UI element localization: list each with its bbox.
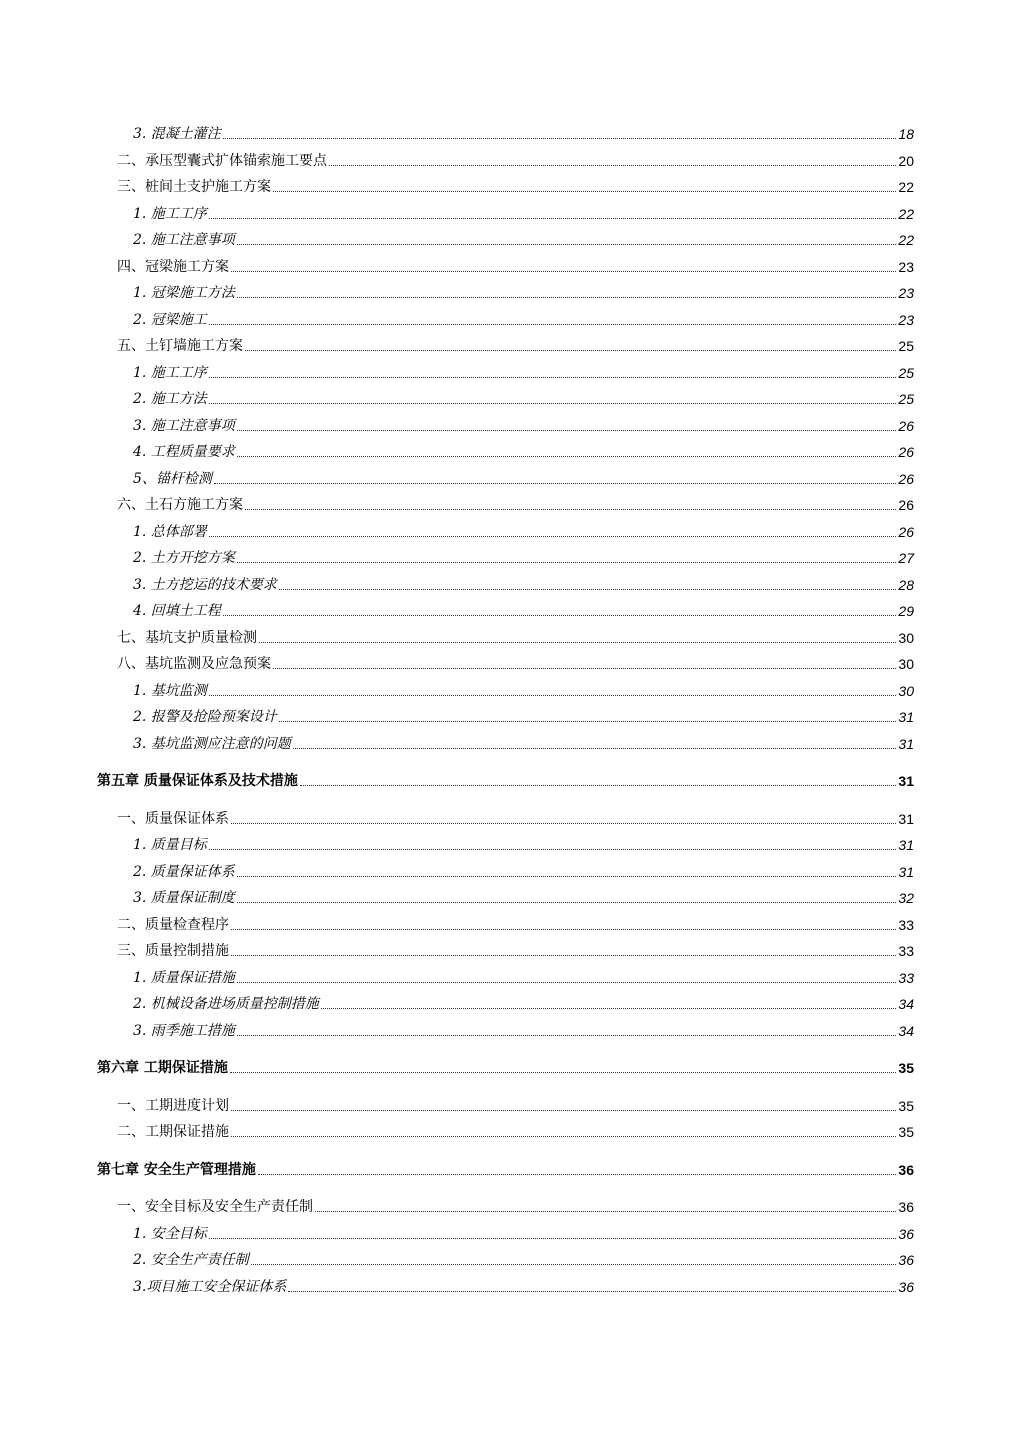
toc-page-number: 22: [898, 205, 914, 222]
toc-entry-title: 1. 冠梁施工方法: [133, 285, 235, 301]
toc-page-number: 23: [898, 285, 914, 301]
toc-entry[interactable]: [133, 993, 914, 1015]
toc-entry-title: 三、桩间土支护施工方案: [117, 179, 271, 195]
toc-entry[interactable]: [133, 309, 914, 331]
toc-dot-leader: [321, 1008, 897, 1009]
toc-entry-title: 3. 雨季施工措施: [133, 1022, 235, 1039]
toc-entry[interactable]: [133, 203, 914, 225]
toc-page-number: 18: [898, 126, 914, 142]
toc-entry-title: 2. 施工注意事项: [133, 232, 235, 248]
toc-entry-title: 1. 施工工序: [133, 364, 207, 381]
toc-page-number: 27: [898, 550, 914, 566]
toc-entry[interactable]: [117, 1196, 914, 1218]
toc-page-number: 26: [898, 497, 914, 513]
toc-entry-title: 3. 基坑监测应注意的问题: [133, 735, 291, 752]
toc-dot-leader: [214, 483, 897, 484]
toc-dot-leader: [231, 823, 896, 824]
toc-page-number: 30: [898, 656, 914, 672]
toc-entry[interactable]: [117, 627, 914, 649]
toc-entry-title: 1. 质量保证措施: [133, 969, 235, 986]
toc-dot-leader: [209, 536, 897, 537]
toc-dot-leader: [209, 218, 897, 219]
toc-dot-leader: [231, 1110, 896, 1111]
toc-page-number: 34: [898, 1022, 914, 1039]
toc-page-number: 36: [898, 1278, 914, 1295]
toc-page-number: 36: [898, 1199, 914, 1215]
toc-dot-leader: [209, 324, 897, 325]
toc-entry[interactable]: [117, 1095, 914, 1117]
toc-entry-title: 1. 施工工序: [133, 205, 207, 222]
toc-entry-title: 2. 质量保证体系: [133, 863, 235, 880]
toc-page-number: 36: [898, 1252, 914, 1268]
toc-dot-leader: [237, 876, 897, 877]
toc-page-number: 23: [898, 311, 914, 328]
toc-entry[interactable]: [133, 1223, 914, 1245]
toc-entry[interactable]: [117, 914, 914, 936]
toc-entry-title: 1. 基坑监测: [133, 682, 207, 699]
toc-chapter-entry[interactable]: [97, 1057, 914, 1079]
toc-entry[interactable]: [133, 574, 914, 596]
toc-dot-leader: [209, 849, 897, 850]
toc-entry[interactable]: [133, 415, 914, 437]
toc-entry-title: 一、质量保证体系: [117, 810, 229, 827]
toc-dot-leader: [223, 615, 897, 616]
toc-entry[interactable]: [133, 706, 914, 728]
toc-entry-title: 1. 总体部署: [133, 523, 207, 540]
toc-dot-leader: [315, 1211, 896, 1212]
toc-page-number: 31: [898, 837, 914, 853]
toc-dot-leader: [230, 1072, 897, 1073]
toc-page-number: 33: [898, 943, 914, 959]
toc-dot-leader: [288, 1291, 896, 1292]
toc-entry-title: 4. 回填土工程: [133, 603, 221, 619]
toc-entry[interactable]: [133, 441, 914, 463]
toc-dot-leader: [245, 509, 896, 510]
toc-entry[interactable]: [133, 229, 914, 251]
toc-entry[interactable]: [117, 494, 914, 516]
toc-chapter-entry[interactable]: [97, 1159, 914, 1181]
toc-dot-leader: [237, 456, 897, 457]
toc-page-number: 34: [898, 996, 914, 1012]
toc-entry-title: 一、安全目标及安全生产责任制: [117, 1199, 313, 1215]
toc-entry-title: 二、工期保证措施: [117, 1124, 229, 1140]
toc-entry[interactable]: [117, 808, 914, 830]
toc-entry-title: 一、工期进度计划: [117, 1097, 229, 1114]
toc-dot-leader: [237, 982, 897, 983]
toc-page-number: 28: [898, 576, 914, 593]
toc-entry-title: 五、土钉墙施工方案: [117, 338, 243, 354]
toc-entry[interactable]: [133, 521, 914, 543]
toc-dot-leader: [273, 668, 896, 669]
toc-entry[interactable]: [133, 600, 914, 622]
toc-entry-title: 2. 冠梁施工: [133, 311, 207, 328]
toc-entry[interactable]: [133, 733, 914, 755]
toc-entry[interactable]: [133, 1249, 914, 1271]
toc-entry[interactable]: [117, 653, 914, 675]
toc-page-number: 23: [898, 258, 914, 275]
toc-entry[interactable]: [133, 834, 914, 856]
toc-entry-title: 5、锚杆检测: [133, 470, 212, 487]
toc-page-number: 26: [898, 417, 914, 434]
toc-dot-leader: [251, 1264, 897, 1265]
toc-dot-leader: [237, 902, 897, 903]
toc-entry-title: 第七章 安全生产管理措施: [97, 1161, 256, 1178]
toc-dot-leader: [237, 244, 897, 245]
toc-entry-title: 3. 质量保证制度: [133, 890, 235, 906]
toc-dot-leader: [300, 785, 897, 786]
toc-page-number: 25: [898, 391, 914, 407]
toc-page-number: 30: [898, 629, 914, 646]
toc-entry-title: 四、冠梁施工方案: [117, 258, 229, 275]
toc-entry-title: 1. 安全目标: [133, 1225, 207, 1242]
toc-entry-title: 3. 施工注意事项: [133, 417, 235, 434]
toc-page-number: 36: [898, 1161, 914, 1178]
toc-page-number: 35: [898, 1124, 914, 1140]
toc-dot-leader: [279, 589, 897, 590]
toc-dot-leader: [209, 377, 897, 378]
toc-page-number: 26: [898, 470, 914, 487]
toc-entry-title: 3.项目施工安全保证体系: [133, 1278, 287, 1295]
toc-dot-leader: [231, 929, 896, 930]
toc-dot-leader: [279, 721, 897, 722]
toc-entry-title: 4. 工程质量要求: [133, 444, 235, 460]
toc-dot-leader: [258, 1174, 897, 1175]
toc-page-number: 33: [898, 969, 914, 986]
toc-page-number: 22: [898, 179, 914, 195]
toc-page-number: 31: [898, 810, 914, 827]
toc-page-number: 35: [898, 1060, 914, 1076]
toc-entry[interactable]: [133, 547, 914, 569]
toc-page-number: 26: [898, 444, 914, 460]
toc-dot-leader: [231, 1136, 896, 1137]
toc-entry[interactable]: [133, 680, 914, 702]
toc-entry[interactable]: [117, 150, 914, 172]
toc-dot-leader: [273, 191, 896, 192]
toc-page-number: 36: [898, 1225, 914, 1242]
toc-entry[interactable]: [133, 362, 914, 384]
toc-entry-title: 二、承压型囊式扩体锚索施工要点: [117, 152, 327, 169]
toc-page-number: 26: [898, 523, 914, 540]
toc-dot-leader: [237, 562, 897, 563]
toc-entry[interactable]: [133, 1020, 914, 1042]
toc-entry[interactable]: [133, 1276, 914, 1298]
toc-entry-title: 三、质量控制措施: [117, 943, 229, 959]
toc-entry[interactable]: [117, 256, 914, 278]
toc-entry[interactable]: [133, 282, 914, 304]
toc-page-number: 29: [898, 603, 914, 619]
toc-entry-title: 七、基坑支护质量检测: [117, 629, 257, 646]
toc-entry-title: 2. 报警及抢险预案设计: [133, 709, 277, 725]
toc-page-number: 22: [898, 232, 914, 248]
toc-entry[interactable]: [133, 388, 914, 410]
toc-dot-leader: [231, 955, 896, 956]
toc-entry-title: 1. 质量目标: [133, 837, 207, 853]
toc-dot-leader: [209, 403, 897, 404]
toc-page-number: 31: [898, 773, 914, 789]
toc-chapter-entry[interactable]: [97, 770, 914, 792]
toc-entry[interactable]: [133, 123, 914, 145]
toc-entry-title: 2. 机械设备进场质量控制措施: [133, 996, 319, 1012]
toc-entry-title: 2. 施工方法: [133, 391, 207, 407]
toc-entry-title: 二、质量检查程序: [117, 916, 229, 933]
toc-dot-leader: [293, 748, 897, 749]
toc-page-number: 31: [898, 735, 914, 752]
toc-entry-title: 2. 土方开挖方案: [133, 550, 235, 566]
toc-entry-title: 八、基坑监测及应急预案: [117, 656, 271, 672]
toc-entry[interactable]: [133, 861, 914, 883]
toc-dot-leader: [237, 297, 897, 298]
toc-dot-leader: [329, 165, 896, 166]
toc-entry-title: 六、土石方施工方案: [117, 497, 243, 513]
toc-page-number: 25: [898, 338, 914, 354]
toc-dot-leader: [209, 1238, 897, 1239]
toc-entry[interactable]: [117, 335, 914, 357]
toc-entry-title: 第五章 质量保证体系及技术措施: [97, 773, 298, 789]
toc-entry-title: 2. 安全生产责任制: [133, 1252, 249, 1268]
toc-dot-leader: [259, 642, 896, 643]
toc-page-number: 35: [898, 1097, 914, 1114]
toc-page-number: 25: [898, 364, 914, 381]
toc-entry[interactable]: [117, 940, 914, 962]
toc-entry-title: 3. 混凝土灌注: [133, 126, 221, 142]
toc-page-number: 20: [898, 152, 914, 169]
toc-entry[interactable]: [133, 887, 914, 909]
toc-dot-leader: [231, 271, 896, 272]
toc-entry[interactable]: [133, 468, 914, 490]
toc-page-number: 30: [898, 682, 914, 699]
toc-dot-leader: [237, 430, 897, 431]
toc-dot-leader: [209, 695, 897, 696]
toc-page-number: 31: [898, 709, 914, 725]
toc-dot-leader: [245, 350, 896, 351]
toc-page-number: 33: [898, 916, 914, 933]
toc-entry[interactable]: [117, 1121, 914, 1143]
toc-entry-title: 3. 土方挖运的技术要求: [133, 576, 277, 593]
toc-dot-leader: [223, 138, 897, 139]
toc-dot-leader: [237, 1035, 897, 1036]
toc-page-number: 31: [898, 863, 914, 880]
toc-entry-title: 第六章 工期保证措施: [97, 1060, 228, 1076]
toc-page-number: 32: [898, 890, 914, 906]
toc-entry[interactable]: [117, 176, 914, 198]
toc-entry[interactable]: [133, 967, 914, 989]
